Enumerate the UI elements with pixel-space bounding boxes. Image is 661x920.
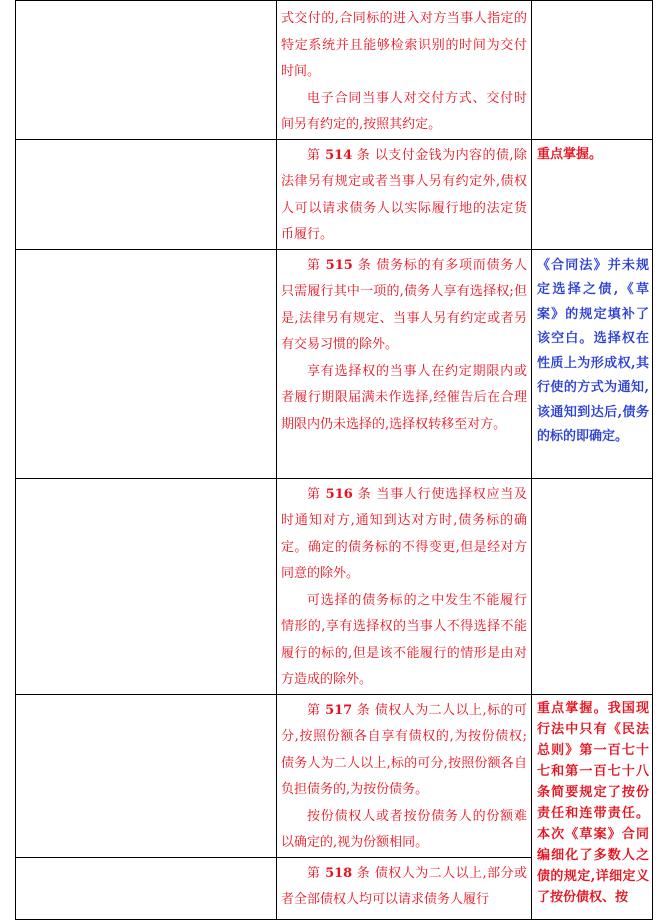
article-text: 条 债权人为二人以上,部分或者全部债权人均可以请求债务人履行 (281, 865, 527, 907)
note-cell (532, 249, 653, 478)
article-cell (277, 249, 532, 478)
article-number: 515 (325, 257, 353, 273)
table-row (16, 249, 653, 478)
article-text: 式交付的,合同标的进入对方当事人指定的特定系统并且能够检索识别的时间为交付时间。 (281, 11, 527, 79)
article-prefix: 第 (307, 702, 321, 718)
article-text: 按份债权人或者按份债务人的份额难以确定的,视为份额相同。 (281, 808, 527, 850)
study-note: 重点掌握。 (537, 146, 603, 162)
article-paragraph (281, 698, 527, 804)
article-text: 电子合同当事人对交付方式、交付时间另有约定的,按照其约定。 (281, 90, 527, 132)
comparison-table (15, 0, 653, 920)
left-cell-empty (16, 139, 277, 249)
left-cell-empty (16, 857, 277, 919)
article-prefix: 第 (307, 257, 321, 273)
study-note: 《合同法》并未规定选择之债,《草案》的规定填补了该空白。选择权在性质上为形成权,其行使的方式为通知,该通知到达后,债务的标的即确定。 (537, 257, 649, 444)
article-paragraph (281, 482, 527, 588)
article-cell (277, 478, 532, 694)
table-row (16, 1, 653, 140)
article-number: 518 (325, 865, 353, 881)
left-cell-empty (16, 1, 277, 140)
table-row (16, 478, 653, 694)
article-text: 条 当事人行使选择权应当及时通知对方,通知到达对方时,债务标的确定。确定的债务标的不得变更,但是经对方同意的除外。 (281, 486, 527, 581)
article-number: 514 (325, 147, 353, 163)
article-text: 条 债务标的有多项而债务人只需履行其中一项的,债务人享有选择权;但是,法律另有规定、当事人另有约定或者另有交易习惯的除外。 (281, 257, 527, 352)
note-cell (532, 1, 653, 140)
article-paragraph (281, 861, 527, 914)
left-cell-empty (16, 694, 277, 857)
table-row (16, 694, 653, 857)
document-page (15, 0, 647, 920)
article-paragraph (281, 143, 527, 249)
article-cell (277, 139, 532, 249)
article-prefix: 第 (307, 865, 321, 881)
article-number: 517 (325, 702, 353, 718)
left-cell-empty (16, 478, 277, 694)
article-cell (277, 857, 532, 919)
note-cell (532, 139, 653, 249)
article-paragraph (281, 253, 527, 359)
article-text: 享有选择权的当事人在约定期限内或者履行期限届满未作选择,经催告后在合理期限内仍未选择的,选择权转移至对方。 (281, 363, 527, 432)
article-text: 条 债权人为二人以上,标的可分,按照份额各自享有债权的,为按份债权;债务人为二人以上,标的可分,按照份额各自负担债务的,为按份债务。 (281, 702, 527, 797)
article-prefix: 第 (307, 147, 321, 163)
article-cell (277, 694, 532, 857)
table-row (16, 139, 653, 249)
article-cell (277, 1, 532, 140)
article-text: 条 以支付金钱为内容的债,除法律另有规定或者当事人另有约定外,债权人可以请求债务人以实际履行地的法定货币履行。 (281, 147, 527, 242)
note-cell (532, 478, 653, 694)
article-text: 可选择的债务标的之中发生不能履行情形的,享有选择权的当事人不得选择不能履行的标的,但是该不能履行的情形是由对方造成的除外。 (281, 592, 527, 687)
note-cell (532, 694, 653, 919)
study-note: 重点掌握。我国现行法中只有《民法总则》第一百七十七和第一百七十八条简要规定了按份责任和连带责任。本次《草案》合同编细化了多数人之债的规定,详细定义了按份债权、按 (537, 700, 649, 905)
article-number: 516 (325, 486, 353, 502)
article-prefix: 第 (307, 486, 321, 502)
left-cell-empty (16, 249, 277, 478)
